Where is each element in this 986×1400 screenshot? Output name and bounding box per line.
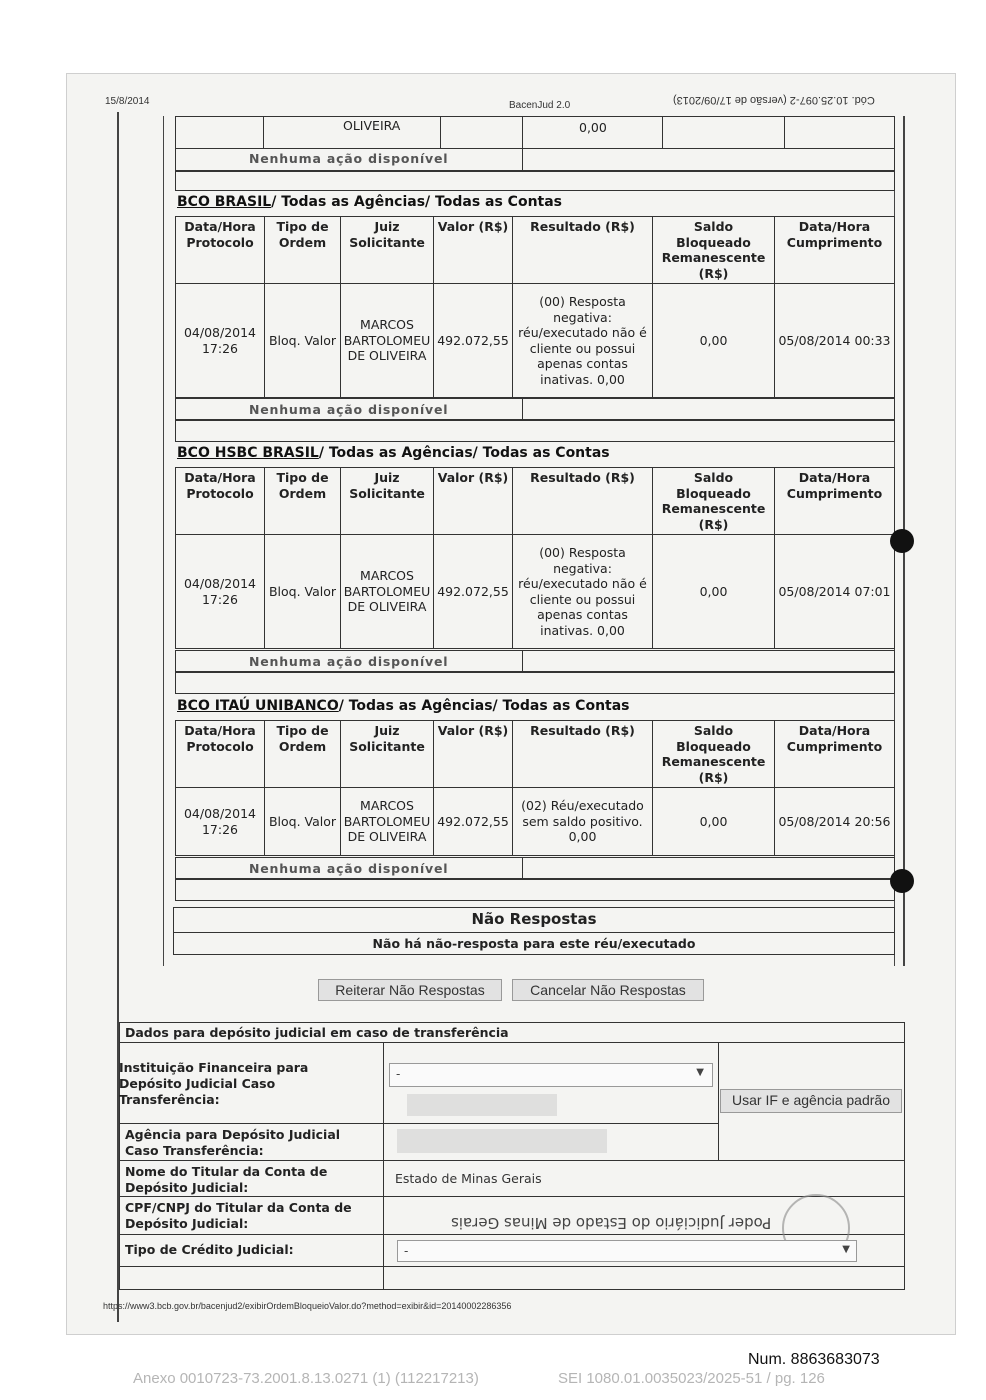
agency-label: Agência para Depósito Judicial Caso Transferência: <box>125 1127 341 1158</box>
punch-hole <box>890 529 914 553</box>
top-no-action: Nenhuma ação disponível <box>249 151 449 166</box>
chevron-down-icon: ▼ <box>842 1244 850 1255</box>
sei-reference: SEI 1080.01.0035023/2025-51 / pg. 126 <box>558 1370 825 1387</box>
top-result-last-line: 0,00 <box>579 120 607 135</box>
cpf-label: CPF/CNPJ do Titular da Conta de Depósito Judicial: <box>125 1200 352 1231</box>
form-code: Cód. 10.25.097-2 (versão de 17/09/2013) <box>673 94 875 106</box>
cancel-non-responses-button[interactable]: Cancelar Não Respostas <box>512 979 704 1001</box>
no-action-brasil: Nenhuma ação disponível <box>249 402 449 417</box>
app-name: BacenJud 2.0 <box>509 100 571 111</box>
document-number: Num. 8863683073 <box>748 1351 880 1368</box>
top-judge-last-line: OLIVEIRA <box>343 118 401 133</box>
bank-title-hsbc: BCO HSBC BRASIL/ Todas as Agências/ Todas as Contas <box>177 445 610 461</box>
non-responses-title: Não Respostas <box>471 910 597 928</box>
reiterate-non-responses-button[interactable]: Reiterar Não Respostas <box>318 979 502 1001</box>
bank-table-brasil: Data/Hora Protocolo Tipo de Ordem Juiz Solicitante Valor (R$) Resultado (R$) Saldo Bloqueado Remanescente (R$) Data/Hora Cumprimento 04/08/2014 17:26 Bloq. Valor MARCOS BARTOLOMEU DE OLIVEIRA 492.072,55 (00) Resposta negativa: réu/executado não é cliente ou possui apenas contas inativas. 0,00 0,00 05/08/2014 00:33 <box>175 216 895 398</box>
bank-title-itau: BCO ITAÚ UNIBANCO/ Todas as Agências/ Todas as Contas <box>177 698 630 714</box>
annex-reference: Anexo 0010723-73.2001.8.13.0271 (1) (112217213) <box>133 1370 479 1387</box>
no-action-itau: Nenhuma ação disponível <box>249 861 449 876</box>
punch-hole <box>890 869 914 893</box>
institution-label: Instituição Financeira para Depósito Judicial Caso Transferência: <box>119 1060 309 1107</box>
no-action-hsbc: Nenhuma ação disponível <box>249 654 449 669</box>
scanned-page <box>66 73 956 1335</box>
institution-select[interactable]: - ▼ <box>389 1063 713 1087</box>
bank-table-hsbc: Data/Hora Protocolo Tipo de Ordem Juiz Solicitante Valor (R$) Resultado (R$) Saldo Bloqueado Remanescente (R$) Data/Hora Cumprimento 04/08/2014 17:26 Bloq. Valor MARCOS BARTOLOMEU DE OLIVEIRA 492.072,55 (00) Resposta negativa: réu/executado não é cliente ou possui apenas contas inativas. 0,00 0,00 05/08/2014 07:01 <box>175 467 895 649</box>
bank-title-brasil: BCO BRASIL/ Todas as Agências/ Todas as Contas <box>177 194 563 210</box>
stamp-text: Poder Judiciário do Estado de Minas Gerais <box>451 1214 772 1232</box>
non-responses-message: Não há não-resposta para este réu/executado <box>372 936 696 951</box>
deposit-title: Dados para depósito judicial em caso de transferência <box>125 1025 509 1040</box>
use-default-if-button[interactable]: Usar IF e agência padrão <box>720 1089 902 1113</box>
page-url: https://www3.bcb.gov.br/bacenjud2/exibirOrdemBloqueioValor.do?method=exibir&id=20140002286356 <box>103 1301 512 1311</box>
chevron-down-icon: ▼ <box>696 1067 704 1078</box>
holder-label: Nome do Titular da Conta de Depósito Judicial: <box>125 1164 328 1195</box>
credit-type-select[interactable]: - ▼ <box>397 1240 857 1262</box>
holder-value: Estado de Minas Gerais <box>395 1171 542 1186</box>
print-date: 15/8/2014 <box>105 96 150 107</box>
credit-type-label: Tipo de Crédito Judicial: <box>125 1242 294 1257</box>
left-rail-2 <box>163 116 164 966</box>
agency-field[interactable] <box>397 1129 607 1153</box>
bank-table-itau: Data/Hora Protocolo Tipo de Ordem Juiz Solicitante Valor (R$) Resultado (R$) Saldo Bloqueado Remanescente (R$) Data/Hora Cumprimento 04/08/2014 17:26 Bloq. Valor MARCOS BARTOLOMEU DE OLIVEIRA 492.072,55 (02) Réu/executado sem saldo positivo. 0,00 0,00 05/08/2014 20:56 <box>175 720 895 856</box>
